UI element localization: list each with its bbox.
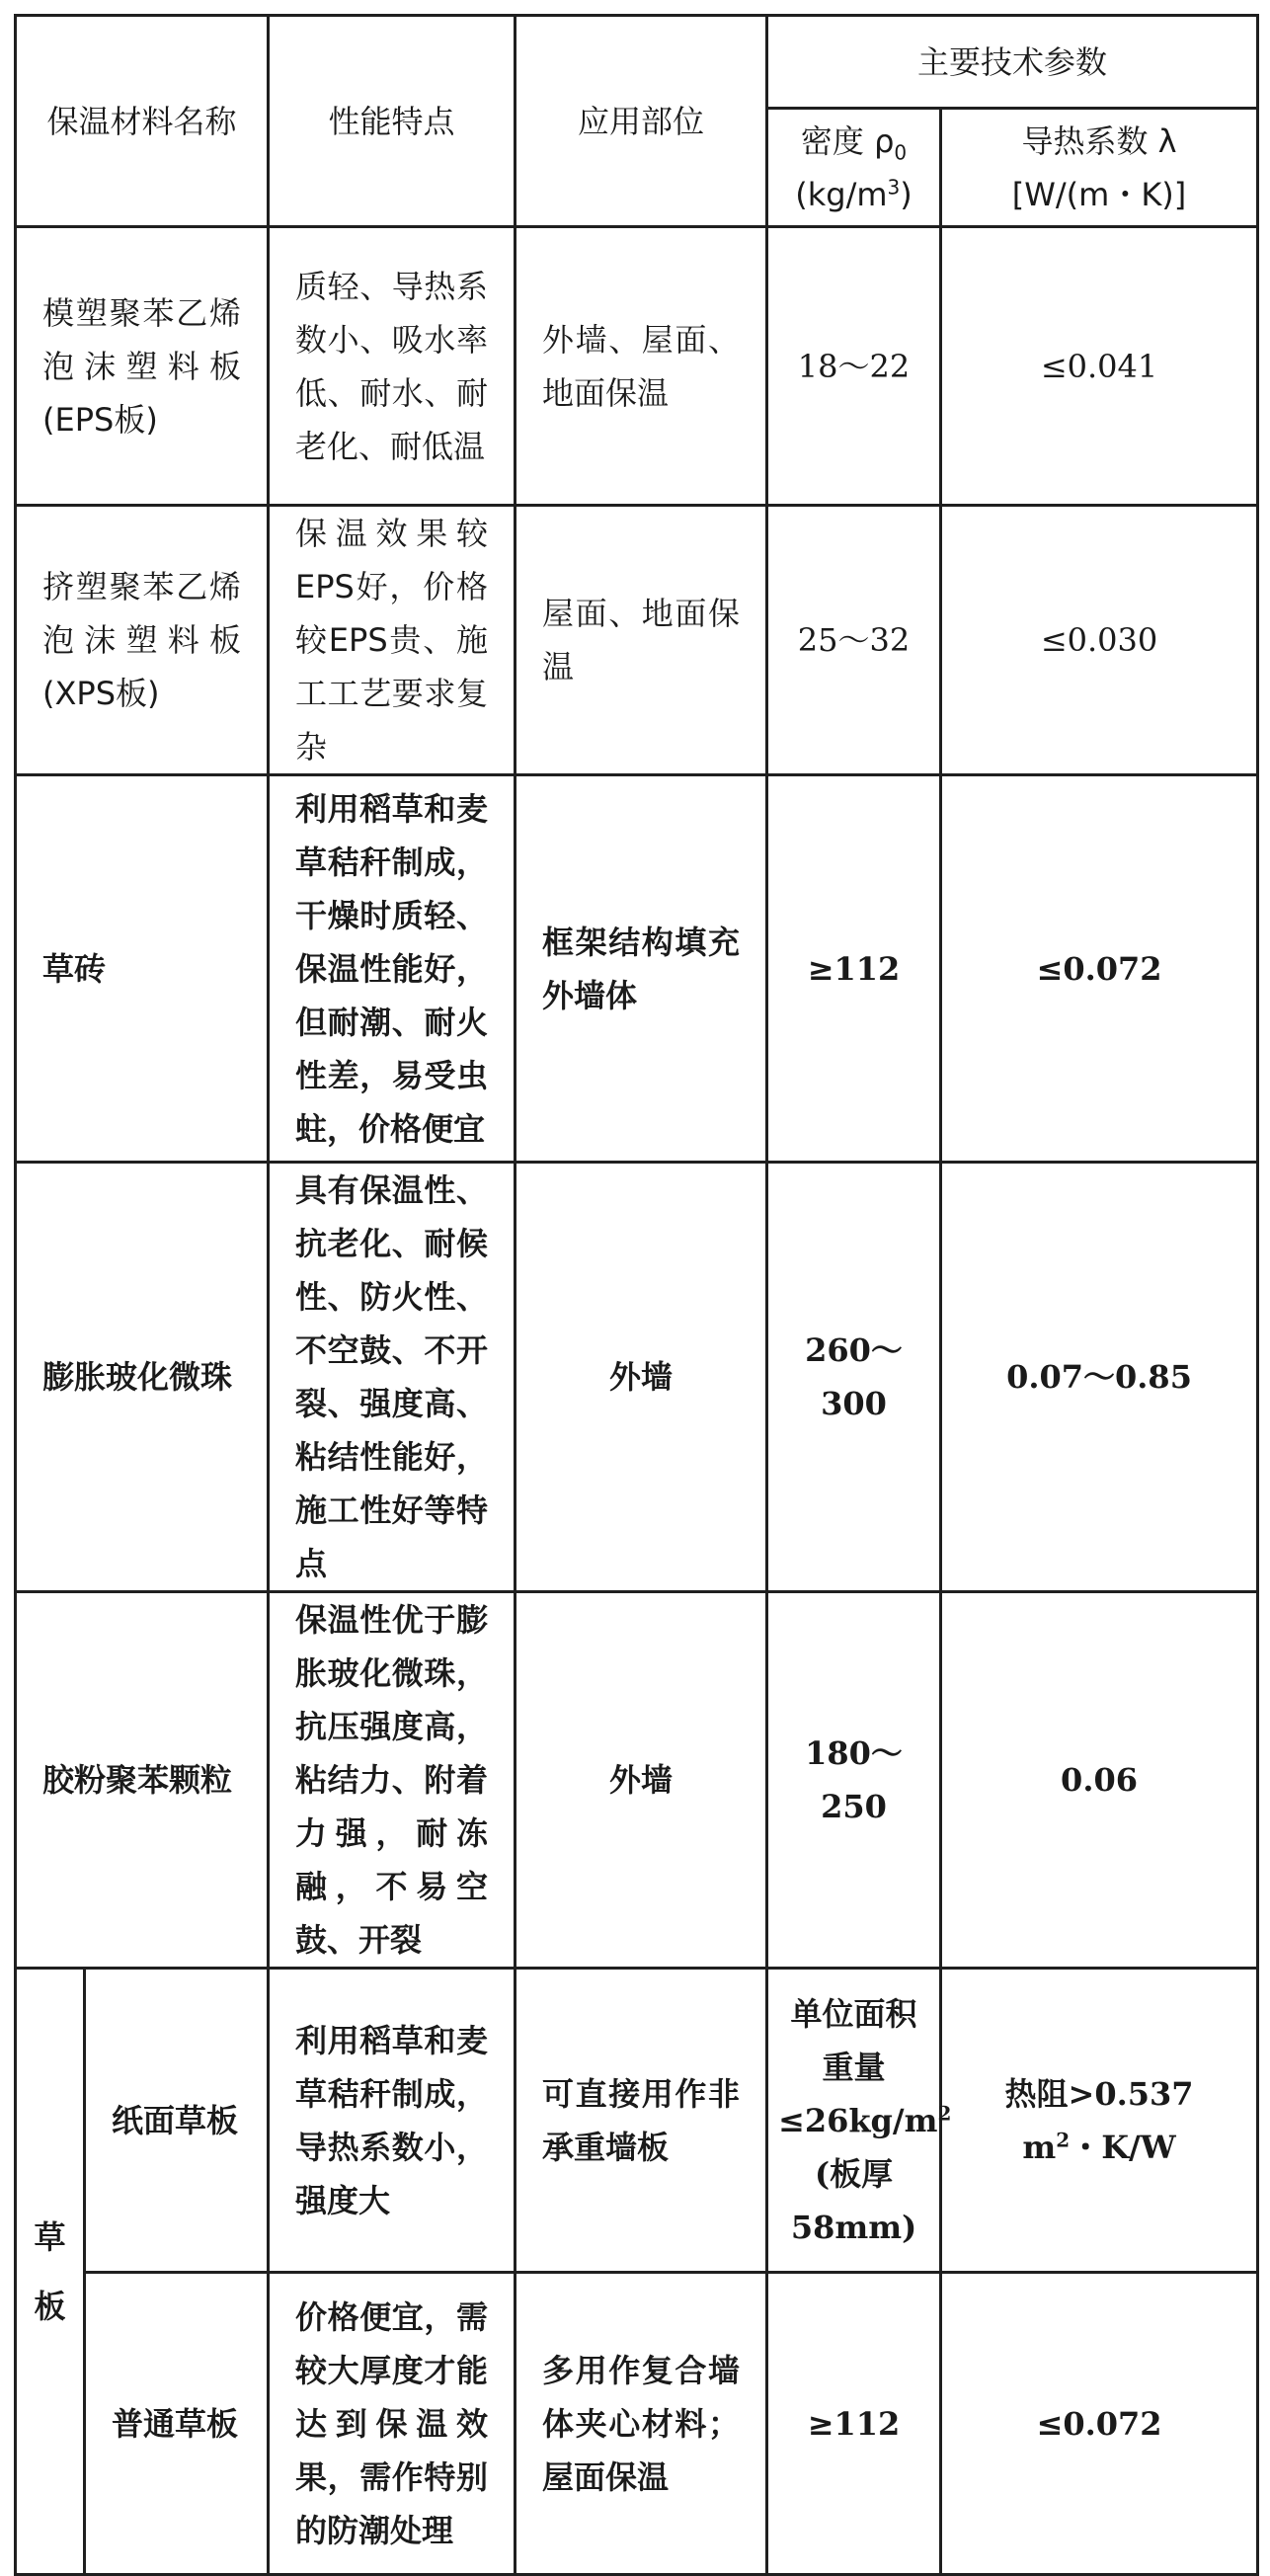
header-params: 主要技术参数 — [767, 16, 1258, 109]
material-features: 利用稻草和麦草秸秆制成，干燥时质轻、保温性能好，但耐潮、耐火性差，易受虫蛀，价格便宜 — [269, 775, 516, 1163]
material-conductivity: ≤0.041 — [941, 227, 1258, 506]
group-label — [16, 1969, 85, 2575]
material-features: 保温效果较EPS好，价格较EPS贵、施工工艺要求复杂 — [269, 506, 516, 775]
material-conductivity: ≤0.030 — [941, 506, 1258, 775]
material-name: 模塑聚苯乙烯泡沫塑料板(EPS板) — [16, 227, 269, 506]
header-row-1 — [16, 16, 1258, 109]
material-density: ≥112 — [767, 775, 941, 1163]
header-density — [767, 109, 941, 227]
material-usage: 可直接用作非承重墙板 — [516, 1969, 767, 2273]
resistance-value: 热阻>0.537 — [1004, 2074, 1194, 2113]
group-label-char-1: 草 — [34, 2217, 66, 2256]
material-name: 普通草板 — [85, 2273, 269, 2575]
header-conductivity-label: 导热系数 λ — [1021, 121, 1177, 160]
material-density: 18～22 — [767, 227, 941, 506]
material-features: 具有保温性、抗老化、耐候性、防火性、不空鼓、不开裂、强度高、粘结性能好，施工性好等特点 — [269, 1163, 516, 1592]
header-features: 性能特点 — [269, 16, 516, 227]
material-usage: 外墙、屋面、地面保温 — [516, 227, 767, 506]
material-usage: 外墙 — [516, 1592, 767, 1969]
table-row — [16, 775, 1258, 1163]
density-value: ≤26kg/m — [778, 2101, 938, 2139]
density-label: 单位面积重量 — [790, 1994, 917, 2086]
density-value-sup: 2 — [937, 2100, 952, 2125]
header-density-unit-sup: 3 — [887, 174, 901, 199]
material-features: 质轻、导热系数小、吸水率低、耐水、耐老化、耐低温 — [269, 227, 516, 506]
material-conductivity: 0.06 — [941, 1592, 1258, 1969]
material-density — [767, 1969, 952, 2273]
resistance-unit-m: m — [1022, 2128, 1057, 2166]
table-row — [16, 227, 1258, 506]
material-name: 挤塑聚苯乙烯泡沫塑料板(XPS板) — [16, 506, 269, 775]
material-usage: 框架结构填充外墙体 — [516, 775, 767, 1163]
header-conductivity-unit: [W/(m・K)] — [1011, 175, 1187, 213]
header-conductivity — [941, 109, 1258, 227]
insulation-materials-table — [14, 14, 1259, 2576]
material-features: 价格便宜，需较大厚度才能达到保温效果，需作特别的防潮处理 — [269, 2273, 516, 2575]
material-density: 25～32 — [767, 506, 941, 775]
table-row — [16, 506, 1258, 775]
material-features: 保温性优于膨胀玻化微珠，抗压强度高，粘结力、附着力强，耐冻融，不易空鼓、开裂 — [269, 1592, 516, 1969]
material-name: 草砖 — [16, 775, 269, 1163]
table-row — [16, 2273, 1258, 2575]
header-usage: 应用部位 — [516, 16, 767, 227]
material-name: 胶粉聚苯颗粒 — [16, 1592, 269, 1969]
material-name: 纸面草板 — [85, 1969, 269, 2273]
header-name: 保温材料名称 — [16, 16, 269, 227]
table-row — [16, 1969, 1258, 2273]
material-density: 180～250 — [767, 1592, 941, 1969]
table-row — [16, 1163, 1258, 1592]
material-conductivity: ≤0.072 — [941, 775, 1258, 1163]
density-note: (板厚58mm) — [790, 2154, 917, 2246]
material-usage: 多用作复合墙体夹心材料；屋面保温 — [516, 2273, 767, 2575]
group-label-char-2: 板 — [34, 2287, 66, 2325]
header-density-unit-close: ) — [900, 175, 913, 213]
material-conductivity: 0.07～0.85 — [941, 1163, 1258, 1592]
material-density: ≥112 — [767, 2273, 941, 2575]
resistance-unit-sup: 2 — [1056, 2127, 1071, 2151]
material-conductivity — [941, 1969, 1258, 2273]
material-density: 260～300 — [767, 1163, 941, 1592]
header-density-label: 密度 ρ — [800, 121, 895, 160]
header-density-unit: (kg/m — [795, 175, 888, 213]
resistance-unit-rest: ・K/W — [1070, 2128, 1176, 2166]
material-conductivity: ≤0.072 — [941, 2273, 1258, 2575]
header-density-sub: 0 — [894, 139, 908, 164]
table-row — [16, 1592, 1258, 1969]
material-name: 膨胀玻化微珠 — [16, 1163, 269, 1592]
material-usage: 外墙 — [516, 1163, 767, 1592]
material-usage: 屋面、地面保温 — [516, 506, 767, 775]
material-features: 利用稻草和麦草秸秆制成，导热系数小，强度大 — [269, 1969, 516, 2273]
